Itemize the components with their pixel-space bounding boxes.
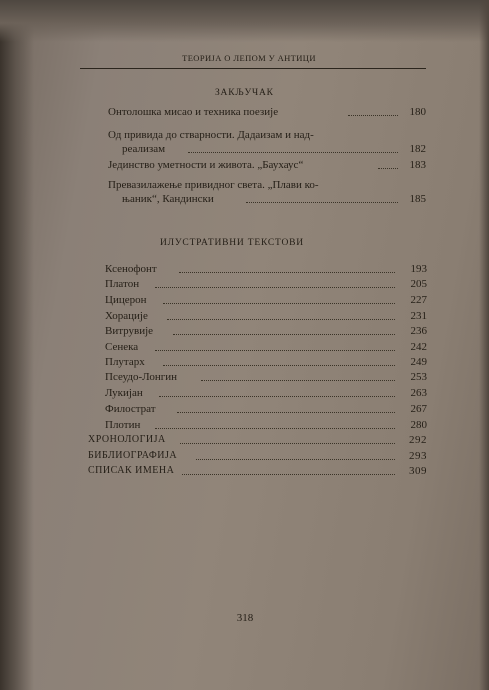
toc-entry-label: Лукијан [105,387,143,399]
toc-entry-page: 185 [409,193,426,205]
toc-entry-label-continued: њаник“, Кандински [122,193,214,205]
toc-entry-page: 309 [409,465,427,477]
toc-entry [108,178,426,206]
toc-entry-label: Плотин [105,419,141,431]
toc-entry-label: Од привида до стварности. Дадаизам и над- [108,129,314,141]
dot-leader [155,428,395,429]
toc-entry-page: 182 [409,143,426,155]
toc-entry-page: 253 [410,371,427,383]
page-gutter-shadow [0,0,34,690]
toc-entry-page: 183 [409,159,426,171]
toc-entry-page: 293 [409,450,427,462]
toc-entry-label-continued: реализам [122,143,166,155]
dot-leader [173,334,395,335]
dot-leader [246,202,398,203]
dot-leader [180,443,395,444]
dot-leader [196,459,395,460]
toc-entry-label: Сенека [105,341,139,353]
toc-entry-label: Јединство уметности и живота. „Баухаус“ [108,159,304,171]
toc-entry-page: 180 [409,106,426,118]
dot-leader [155,350,395,351]
dot-leader [167,319,395,320]
toc-entry-page: 280 [410,419,427,431]
toc-entry [105,277,427,291]
toc-entry-page: 205 [410,278,427,290]
toc-entry-label: Витрувије [105,325,154,337]
toc-entry-label: Плутарх [105,356,145,368]
toc-entry [105,418,427,432]
toc-entry [108,158,426,172]
toc-entry [88,464,427,478]
toc-entry-label: ХРОНОЛОГИЈА [88,434,166,445]
toc-entry [105,386,427,400]
dot-leader [378,168,398,169]
toc-entry-label: Псеудо-Лонгин [105,371,177,383]
toc-entry-label: Ксенофонт [105,263,157,275]
toc-entry-page: 236 [410,325,427,337]
toc-entry-label: Онтолошка мисао и техника поезије [108,106,279,118]
toc-entry [105,262,427,276]
dot-leader [163,365,395,366]
toc-entry-label: Платон [105,278,140,290]
running-header: ТЕОРИЈА О ЛЕПОМ У АНТИЦИ [182,53,316,63]
section-title-conclusion: ЗАКЉУЧАК [215,88,274,98]
toc-entry-label: Хорације [105,310,148,322]
toc-entry [105,370,427,384]
toc-entry [105,309,427,323]
page-top-shadow [0,0,489,42]
toc-entry-label: Превазилажење привидног света. „Плави ко- [108,179,319,191]
dot-leader [159,396,395,397]
dot-leader [348,115,398,116]
dot-leader [177,412,395,413]
page-number: 318 [236,612,254,624]
toc-entry-page: 263 [410,387,427,399]
toc-entry-page: 249 [410,356,427,368]
toc-entry-label: Цицерон [105,294,147,306]
toc-entry [105,293,427,307]
toc-entry-page: 193 [410,263,427,275]
page-edge-shadow [479,0,489,690]
toc-entry-page: 242 [410,341,427,353]
section-title-illustrative: ИЛУСТРАТИВНИ ТЕКСТОВИ [160,238,304,248]
header-rule [80,68,426,69]
dot-leader [201,380,395,381]
toc-entry [88,449,427,463]
toc-entry-page: 267 [410,403,427,415]
toc-entry-page: 231 [410,310,427,322]
toc-entry [108,128,426,156]
dot-leader [179,272,395,273]
toc-entry-page: 227 [410,294,427,306]
toc-entry [105,324,427,338]
toc-entry [105,340,427,354]
dot-leader [188,152,398,153]
toc-entry [108,105,426,119]
toc-entry-label: Филострат [105,403,156,415]
dot-leader [182,474,395,475]
dot-leader [155,287,395,288]
toc-entry-label: СПИСАК ИМЕНА [88,465,175,476]
toc-entry [88,433,427,447]
dot-leader [163,303,395,304]
toc-entry-label: БИБЛИОГРАФИЈА [88,450,178,461]
toc-entry [105,402,427,416]
toc-entry [105,355,427,369]
toc-entry-page: 292 [409,434,427,446]
